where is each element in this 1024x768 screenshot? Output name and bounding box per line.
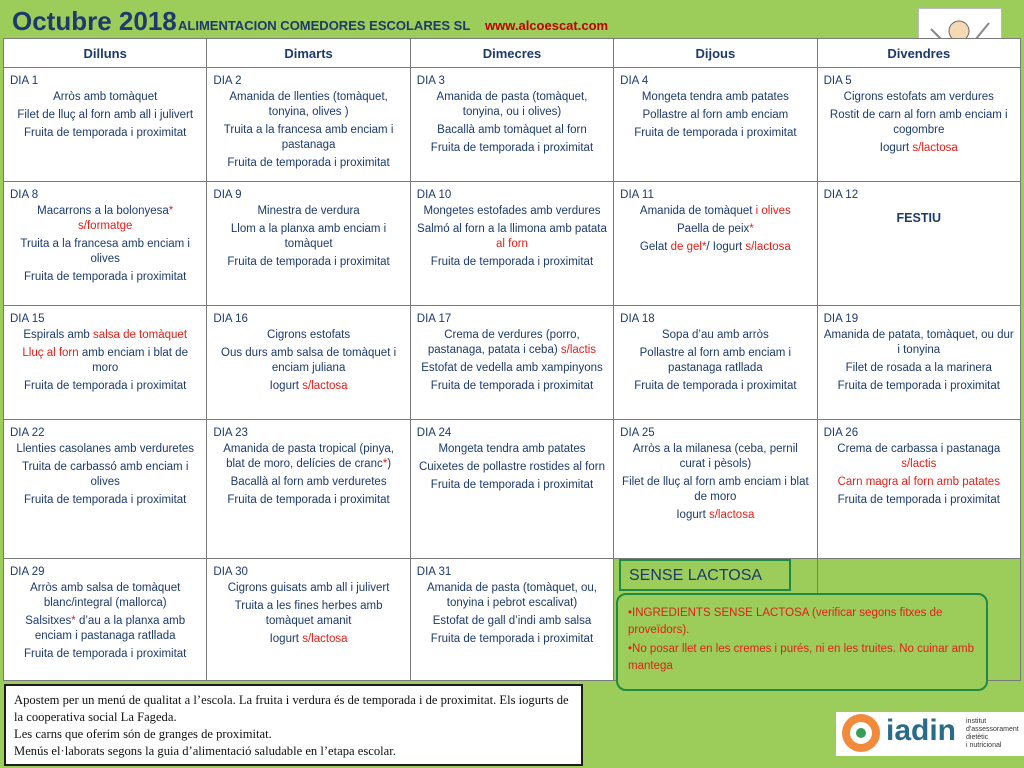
dish-item xyxy=(10,442,200,457)
dish-text: Cigrons estofats am verdures xyxy=(843,91,994,103)
dish-highlight: * xyxy=(71,615,76,627)
dish-text: Bacallà amb tomàquet al forn xyxy=(437,124,587,136)
dish-item xyxy=(417,478,607,493)
dish-text: Crema de carbassa i pastanaga xyxy=(837,443,1001,455)
day-number: DIA 9 xyxy=(213,189,242,201)
iadin-subtitle-line: institut xyxy=(966,718,987,725)
dish-item xyxy=(417,460,607,475)
weekday-header: Dimecres xyxy=(410,39,613,68)
day-number: DIA 8 xyxy=(10,189,39,201)
week-row xyxy=(4,306,1021,420)
iadin-logo-dot xyxy=(856,728,866,738)
lactose-note-2: •No posar llet en les cremes i purés, ni en les truites. No cuinar amb mantega xyxy=(628,643,974,672)
company-name: ALIMENTACION COMEDORES ESCOLARES SL xyxy=(178,18,471,33)
dish-text: Iogurt xyxy=(676,509,709,521)
dish-text: Fruita de temporada i proximitat xyxy=(227,256,390,268)
day-cell xyxy=(410,68,613,182)
day-cell xyxy=(817,420,1020,559)
dish-highlight: s/lactosa xyxy=(708,509,755,521)
dish-text: Cigrons estofats xyxy=(267,329,351,341)
dish-item xyxy=(620,90,810,105)
dish-text: / Iogurt xyxy=(706,241,746,253)
dish-item xyxy=(620,108,810,123)
dish-text: Fruita de temporada i proximitat xyxy=(430,633,594,645)
day-cell xyxy=(614,420,817,559)
day-number: DIA 15 xyxy=(10,313,45,325)
weekday-header: Dimarts xyxy=(207,39,410,68)
dish-item xyxy=(824,141,1014,156)
dish-item xyxy=(824,475,1014,490)
day-cell xyxy=(4,306,207,420)
dish-highlight: s/lactis xyxy=(560,344,597,356)
dish-item xyxy=(620,204,810,219)
dish-text: Fruita de temporada i proximitat xyxy=(837,494,1000,506)
dish-item xyxy=(213,379,403,394)
menu-table xyxy=(3,38,1021,681)
dish-text: Mongeta tendra amb patates xyxy=(641,91,789,103)
dish-text: Llenties casolanes amb verduretes xyxy=(16,443,195,455)
dish-item xyxy=(417,361,607,376)
dish-text: Fruita de temporada i proximitat xyxy=(24,271,187,283)
iadin-logo-text: iadin xyxy=(886,714,957,747)
dish-text: Amanida de llenties (tomàquet, tonyina, olives ) xyxy=(229,91,388,118)
dish-text: Estofat de gall d’indi amb salsa xyxy=(432,615,592,627)
day-number: DIA 24 xyxy=(416,427,452,439)
day-cell xyxy=(207,182,410,306)
day-number: DIA 10 xyxy=(416,189,452,201)
day-cell xyxy=(817,182,1020,306)
dish-item xyxy=(213,156,403,171)
iadin-subtitle-line: d'assessorament xyxy=(966,726,1019,733)
dish-text: Pollastre al forn amb enciam xyxy=(642,109,789,121)
dish-text: Truita a la francesa amb enciam i olives xyxy=(20,238,190,265)
weekday-header: Dijous xyxy=(614,39,817,68)
dish-text: Fruita de temporada i proximitat xyxy=(24,648,187,660)
dish-text: Estofat de vedella amb xampinyons xyxy=(421,362,603,374)
info-note xyxy=(4,684,583,766)
dish-text: amb enciam i blat de moro xyxy=(78,347,188,374)
day-cell xyxy=(207,559,410,681)
iadin-subtitle-line: dietètic xyxy=(966,734,989,741)
day-number: DIA 2 xyxy=(213,75,242,87)
dish-text: Arròs amb tomàquet xyxy=(53,91,158,103)
dish-text: Fruita de temporada i proximitat xyxy=(430,380,594,392)
dish-item xyxy=(824,361,1014,376)
dish-highlight: s/lactosa xyxy=(302,633,348,645)
dish-text: Mongetes estofades amb verdures xyxy=(423,205,601,217)
dish-item xyxy=(10,328,200,343)
dish-item xyxy=(213,493,403,508)
dish-item xyxy=(620,508,810,523)
dish-highlight: de gel* xyxy=(670,241,707,253)
day-cell xyxy=(207,420,410,559)
dish-item xyxy=(417,123,607,138)
dish-item xyxy=(10,126,200,141)
dish-text: Fruita de temporada i proximitat xyxy=(634,127,797,139)
dish-item xyxy=(417,204,607,219)
weekday-header-row xyxy=(4,39,1021,68)
day-number: DIA 11 xyxy=(620,189,654,201)
week-row xyxy=(4,68,1021,182)
dish-item xyxy=(824,108,1014,138)
dish-item xyxy=(10,581,200,611)
dish-item xyxy=(824,493,1014,508)
dish-text: Filet de lluç al forn amb enciam i blat de moro xyxy=(622,476,809,503)
dish-item xyxy=(417,255,607,270)
day-cell xyxy=(4,68,207,182)
dish-item xyxy=(10,90,200,105)
dish-item xyxy=(417,379,607,394)
dish-text: Filet de lluç al forn amb all i julivert xyxy=(17,109,194,121)
page-title: Octubre 2018 xyxy=(12,6,177,36)
dish-text: Llom a la planxa amb enciam i tomàquet xyxy=(230,223,387,250)
dish-item xyxy=(620,126,810,141)
dish-highlight: s/lactis xyxy=(901,458,937,470)
dish-item xyxy=(417,141,607,156)
dish-text: Bacallà al forn amb verduretes xyxy=(230,476,387,488)
dish-item xyxy=(417,614,607,629)
day-number: DIA 4 xyxy=(620,75,649,87)
dish-item xyxy=(620,475,810,505)
dish-item xyxy=(10,346,200,376)
day-number: DIA 1 xyxy=(10,75,39,87)
dish-item xyxy=(213,346,403,376)
dish-highlight: * xyxy=(382,458,388,470)
dish-highlight: al forn xyxy=(495,238,528,250)
dish-item xyxy=(213,90,403,120)
day-cell xyxy=(4,182,207,306)
dish-text: Fruita de temporada i proximitat xyxy=(227,157,390,169)
day-cell xyxy=(207,306,410,420)
dish-text: Iogurt xyxy=(269,633,303,645)
dish-text: Crema de verdures (porro, pastanaga, patata i ceba) xyxy=(427,329,580,356)
day-cell xyxy=(4,559,207,681)
dish-text: Fruita de temporada i proximitat xyxy=(837,380,1000,392)
dish-item xyxy=(213,204,403,219)
dish-highlight: * s/formatge xyxy=(78,205,174,232)
day-number: DIA 17 xyxy=(416,313,452,325)
dish-text: Minestra de verdura xyxy=(257,205,360,217)
dish-item xyxy=(10,379,200,394)
holiday-label: FESTIU xyxy=(896,211,941,225)
dish-text: Macarrons a la bolonyesa xyxy=(37,205,169,217)
day-number: DIA 18 xyxy=(620,313,655,325)
info-note-line-3: Menús el·laborats segons la guia d’alimentació saludable en l’etapa escolar. xyxy=(14,744,396,758)
dish-text: Fruita de temporada i proximitat xyxy=(24,380,187,392)
dish-highlight: s/lactosa xyxy=(912,142,958,154)
day-number: DIA 23 xyxy=(213,427,248,439)
day-cell xyxy=(614,68,817,182)
dish-item xyxy=(824,90,1014,105)
dish-item xyxy=(10,614,200,644)
day-number: DIA 25 xyxy=(620,427,655,439)
dish-item xyxy=(213,632,403,647)
dish-item xyxy=(213,328,403,343)
day-cell xyxy=(817,68,1020,182)
day-number: DIA 22 xyxy=(10,427,45,439)
dish-text: Fruita de temporada i proximitat xyxy=(24,127,187,139)
day-number: DIA 30 xyxy=(213,566,248,578)
day-number: DIA 29 xyxy=(10,566,45,578)
dish-highlight: s/lactosa xyxy=(745,241,791,253)
day-number: DIA 12 xyxy=(823,189,859,201)
day-cell xyxy=(207,68,410,182)
dish-item xyxy=(10,108,200,123)
info-note-line-1: Apostem per un menú de qualitat a l’escola. La fruita i verdura és de temporada i de proximitat. Els iogurts de la cooperativa social La Fageda. xyxy=(14,693,569,724)
dish-item xyxy=(10,204,200,234)
header xyxy=(0,0,1024,38)
dish-highlight: Lluç al forn xyxy=(22,347,79,359)
dish-text: Fruita de temporada i proximitat xyxy=(430,479,594,491)
lactose-note-1: •INGREDIENTS SENSE LACTOSA (verificar segons fitxes de proveïdors). xyxy=(628,607,943,636)
dish-text: Truita a la francesa amb enciam i pastanaga xyxy=(223,124,394,151)
dish-text: Filet de rosada a la marinera xyxy=(845,362,992,374)
dish-item xyxy=(10,237,200,267)
dish-highlight: salsa de tomàquet xyxy=(93,329,188,341)
dish-item xyxy=(213,442,403,472)
dish-text: Salmó al forn a la llimona amb patata xyxy=(417,223,607,235)
dish-text: Mongeta tendra amb patates xyxy=(438,443,586,455)
dish-text: Amanida de patata, tomàquet, ou dur i tonyina xyxy=(823,329,1014,356)
dish-text: Amanida de tomàquet xyxy=(639,205,756,217)
dish-text: Fruita de temporada i proximitat xyxy=(227,494,390,506)
dish-text: Paella de peix xyxy=(677,223,750,235)
dish-text: Amanida de pasta (tomàquet, tonyina, ou i olives) xyxy=(436,91,588,118)
day-number: DIA 3 xyxy=(416,75,445,87)
dish-text: Iogurt xyxy=(879,142,913,154)
dish-text: Arròs amb salsa de tomàquet blanc/integral (mallorca) xyxy=(30,582,181,609)
dish-item xyxy=(620,222,810,237)
dish-highlight: * xyxy=(749,223,754,235)
dish-item xyxy=(213,581,403,596)
day-cell xyxy=(817,306,1020,420)
dish-item xyxy=(10,647,200,662)
lactose-free-title: SENSE LACTOSA xyxy=(619,559,791,591)
dish-item xyxy=(620,442,810,472)
dish-text: Truita a les fines herbes amb tomàquet amanit xyxy=(234,600,383,627)
dish-text: Cigrons guisats amb all i julivert xyxy=(227,582,390,594)
dish-item xyxy=(417,90,607,120)
info-note-line-2: Les carns que oferim són de granges de proximitat. xyxy=(14,727,272,741)
day-cell xyxy=(410,420,613,559)
website-link[interactable]: www.alcoescat.com xyxy=(485,18,609,33)
lactose-free-notes xyxy=(616,593,988,691)
dish-highlight: i olives xyxy=(755,205,791,217)
dish-item xyxy=(417,632,607,647)
dish-text: Ous durs amb salsa de tomàquet i enciam juliana xyxy=(221,347,397,374)
dish-text: ) xyxy=(387,458,392,470)
dish-highlight: s/lactosa xyxy=(302,380,348,392)
dish-item xyxy=(417,328,607,358)
weekday-header: Divendres xyxy=(817,39,1020,68)
day-cell xyxy=(410,306,613,420)
day-number: DIA 31 xyxy=(416,566,452,578)
dish-text: Espirals amb xyxy=(23,329,94,341)
dish-text: Sopa d’au amb arròs xyxy=(661,329,769,341)
day-number: DIA 19 xyxy=(823,313,859,325)
dish-text: Rostit de carn al forn amb enciam i cogombre xyxy=(829,109,1008,136)
dish-item xyxy=(10,493,200,508)
dish-text: Truita de carbassó amb enciam i olives xyxy=(21,461,189,488)
dish-item xyxy=(10,270,200,285)
dish-item xyxy=(620,240,810,255)
dish-text: Iogurt xyxy=(269,380,303,392)
week-row xyxy=(4,182,1021,306)
dish-item xyxy=(213,255,403,270)
dish-text: Cuixetes de pollastre rostides al forn xyxy=(418,461,605,473)
dish-item xyxy=(824,379,1014,394)
dish-item xyxy=(213,475,403,490)
dish-item xyxy=(824,442,1014,472)
day-number: DIA 26 xyxy=(823,427,859,439)
dish-text: Amanida de pasta tropical (pinya, blat de moro, delícies de cranc xyxy=(223,443,394,470)
day-cell xyxy=(410,182,613,306)
dish-text: Amanida de pasta (tomàquet, ou, tonyina i pebrot escalivat) xyxy=(426,582,597,609)
dish-item xyxy=(620,346,810,376)
dish-item xyxy=(620,328,810,343)
dish-highlight: Carn magra al forn amb patates xyxy=(837,476,1000,488)
iadin-logo-subtitle xyxy=(966,718,1019,750)
day-cell xyxy=(410,559,613,681)
dish-item xyxy=(213,599,403,629)
day-cell xyxy=(614,306,817,420)
day-number: DIA 16 xyxy=(213,313,248,325)
day-cell xyxy=(614,182,817,306)
weekday-header: Dilluns xyxy=(4,39,207,68)
dish-text: Fruita de temporada i proximitat xyxy=(430,142,594,154)
dish-item xyxy=(417,581,607,611)
dish-text: Fruita de temporada i proximitat xyxy=(24,494,187,506)
week-row xyxy=(4,420,1021,559)
dish-item xyxy=(213,123,403,153)
dish-text: Fruita de temporada i proximitat xyxy=(634,380,797,392)
dish-text: Gelat xyxy=(639,241,671,253)
dish-text: Pollastre al forn amb enciam i pastanaga ratllada xyxy=(639,347,792,374)
dish-item xyxy=(10,460,200,490)
dish-item xyxy=(213,222,403,252)
dish-item xyxy=(417,442,607,457)
iadin-subtitle-line: i nutricional xyxy=(966,742,1002,749)
dish-item xyxy=(417,222,607,252)
iadin-logo xyxy=(836,712,1024,756)
day-number: DIA 5 xyxy=(823,75,852,87)
dish-item xyxy=(620,379,810,394)
dish-text: Salsitxes xyxy=(25,615,72,627)
dish-item xyxy=(824,328,1014,358)
dish-text: Arròs a la milanesa (ceba, pernil curat i pèsols) xyxy=(632,443,798,470)
day-cell xyxy=(4,420,207,559)
dish-text: Fruita de temporada i proximitat xyxy=(430,256,594,268)
dish-text: d’au a la planxa amb enciam i pastanaga ratllada xyxy=(34,615,186,642)
